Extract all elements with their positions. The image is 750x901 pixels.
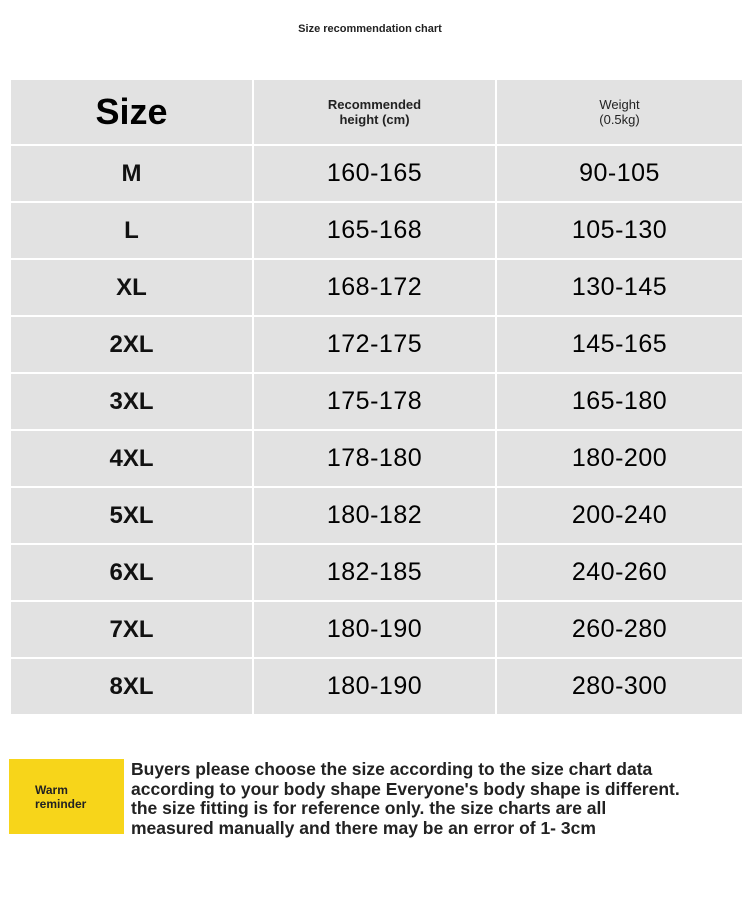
weight-cell: 90-105 xyxy=(496,145,743,202)
height-cell: 172-175 xyxy=(253,316,496,373)
header-size xyxy=(10,79,253,145)
table-header-row xyxy=(10,79,743,145)
reminder-line: according to your body shape Everyone's body shape is different. xyxy=(131,778,680,799)
height-cell: 165-168 xyxy=(253,202,496,259)
header-size-label: Size xyxy=(95,91,168,132)
table-row xyxy=(10,544,743,601)
header-height-line2: height (cm) xyxy=(339,112,410,127)
height-cell: 180-182 xyxy=(253,487,496,544)
size-chart-table xyxy=(9,78,744,716)
table-row xyxy=(10,145,743,202)
size-cell: 2XL xyxy=(10,316,253,373)
reminder-line: the size fitting is for reference only. the size charts are all xyxy=(131,798,607,818)
warm-reminder-badge xyxy=(9,759,124,834)
table-row xyxy=(10,658,743,715)
weight-cell: 105-130 xyxy=(496,202,743,259)
table-row xyxy=(10,202,743,259)
table-row xyxy=(10,373,743,430)
weight-cell: 280-300 xyxy=(496,658,743,715)
page-title: Size recommendation chart xyxy=(298,23,442,35)
header-weight-line2: (0.5kg) xyxy=(599,112,640,127)
weight-cell: 165-180 xyxy=(496,373,743,430)
header-weight-line1: Weight xyxy=(599,97,640,112)
size-cell: 5XL xyxy=(10,487,253,544)
weight-cell: 180-200 xyxy=(496,430,743,487)
height-cell: 160-165 xyxy=(253,145,496,202)
height-cell: 175-178 xyxy=(253,373,496,430)
reminder-text xyxy=(131,760,743,838)
size-cell: M xyxy=(10,145,253,202)
reminder-line: measured manually and there may be an error of 1- 3cm xyxy=(131,817,596,838)
weight-cell: 130-145 xyxy=(496,259,743,316)
table-row xyxy=(10,430,743,487)
height-cell: 182-185 xyxy=(253,544,496,601)
header-height-line1: Recommended xyxy=(327,97,422,112)
size-cell: XL xyxy=(10,259,253,316)
size-cell: L xyxy=(10,202,253,259)
reminder-line: Buyers please choose the size according to the size chart data xyxy=(131,759,653,779)
size-cell: 3XL xyxy=(10,373,253,430)
table-row xyxy=(10,601,743,658)
height-cell: 168-172 xyxy=(253,259,496,316)
weight-cell: 260-280 xyxy=(496,601,743,658)
table-row xyxy=(10,259,743,316)
table-row xyxy=(10,487,743,544)
size-cell: 7XL xyxy=(10,601,253,658)
weight-cell: 145-165 xyxy=(496,316,743,373)
size-cell: 8XL xyxy=(10,658,253,715)
size-cell: 4XL xyxy=(10,430,253,487)
table-row xyxy=(10,316,743,373)
header-weight xyxy=(496,79,743,145)
height-cell: 180-190 xyxy=(253,658,496,715)
header-height xyxy=(253,79,496,145)
weight-cell: 240-260 xyxy=(496,544,743,601)
badge-line1: Warm xyxy=(35,782,68,797)
badge-line2: reminder xyxy=(35,796,87,811)
height-cell: 180-190 xyxy=(253,601,496,658)
height-cell: 178-180 xyxy=(253,430,496,487)
size-cell: 6XL xyxy=(10,544,253,601)
weight-cell: 200-240 xyxy=(496,487,743,544)
